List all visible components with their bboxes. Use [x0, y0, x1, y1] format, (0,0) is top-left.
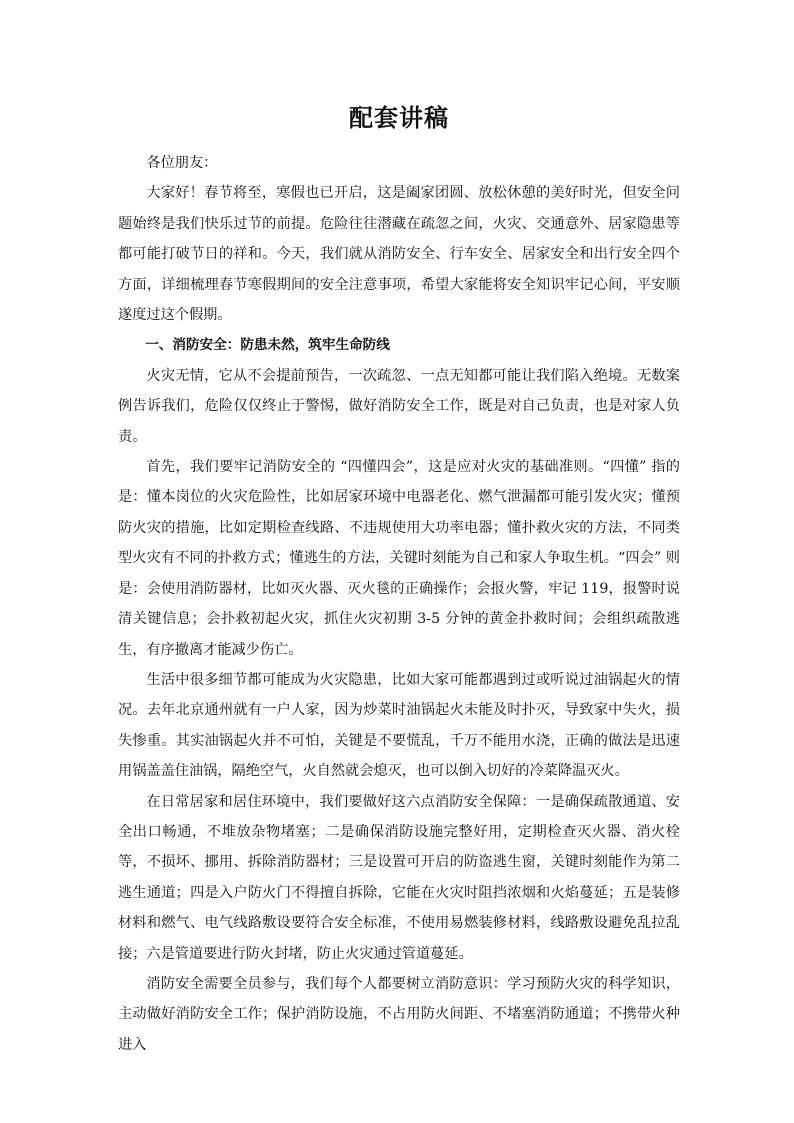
document-page: [118, 96, 680, 1060]
fire-paragraph-4: 在日常居家和居住环境中，我们要做好这六点消防安全保障：一是确保疏散通道、安全出口畅通，不堆放杂物堵塞；二是确保消防设施完整好用，定期检查灭火器、消火栓等，不损坏、挪用、拆除消防器材；三是设置可开启的防盗逃生窗，关键时刻能作为第二逃生通道；四是入户防火门不得擅自拆除，它能在火灾时阻挡浓烟和火焰蔓延；五是装修材料和燃气、电气线路敷设要符合安全标准，不使用易燃装修材料，线路敷设避免乱拉乱接；六是管道要进行防火封堵，防止火灾通过管道蔓延。: [118, 793, 680, 962]
document-title: 配套讲稿: [349, 103, 449, 132]
fire-paragraph-3: 生活中很多细节都可能成为火灾隐患，比如大家可能都遇到过或听说过油锅起火的情况。去年北京通州就有一户人家，因为炒菜时油锅起火未能及时扑灭，导致家中失火，损失惨重。其实油锅起火并不可怕，关键是不要慌乱，千万不能用水浇，正确的做法是迅速用锅盖盖住油锅，隔绝空气，火自然就会熄灭，也可以倒入切好的冷菜降温灭火。: [118, 671, 680, 780]
section-heading-fire-safety: 一、消防安全：防患未然，筑牢生命防线: [145, 337, 390, 354]
fire-paragraph-5: 消防安全需要全员参与，我们每个人都要树立消防意识：学习预防火灾的科学知识，主动做好消防安全工作；保护消防设施，不占用防火间距、不堵塞消防通道；不携带火种进入: [118, 975, 680, 1053]
greeting: 各位朋友：: [146, 155, 218, 171]
intro-paragraph: 大家好！春节将至，寒假也已开启，这是阖家团圆、放松休憩的美好时光，但安全问题始终是我们快乐过节的前提。危险往往潜藏在疏忽之间，火灾、交通意外、居家隐患等都可能打破节日的祥和。今天，我们就从消防安全、行车安全、居家安全和出行安全四个方面，详细梳理春节寒假期间的安全注意事项，希望大家能将安全知识牢记心间，平安顺遂度过这个假期。: [118, 185, 680, 324]
fire-paragraph-2: 首先，我们要牢记消防安全的 “四懂四会”，这是应对火灾的基础准则。“四懂” 指的是：懂本岗位的火灾危险性，比如居家环境中电器老化、燃气泄漏都可能引发火灾；懂预防火灾的措施，比如定期检查线路、不违规使用大功率电器；懂扑救火灾的方法，不同类型火灾有不同的扑救方式；懂逃生的方法，关键时刻能为自己和家人争取生机。“四会” 则是：会使用消防器材，比如灭火器、灭火毯的正确操作；会报火警，牢记 119，报警时说清关键信息；会扑救初起火灾，抓住火灾初期 3-5 分钟的黄金扑救时间；会组织疏散逃生，有序撤离才能减少伤亡。: [118, 459, 680, 658]
fire-paragraph-1: 火灾无情，它从不会提前预告，一次疏忽、一点无知都可能让我们陷入绝境。无数案例告诉我们，危险仅仅终止于警惕，做好消防安全工作，既是对自己负责，也是对家人负责。: [118, 367, 680, 445]
